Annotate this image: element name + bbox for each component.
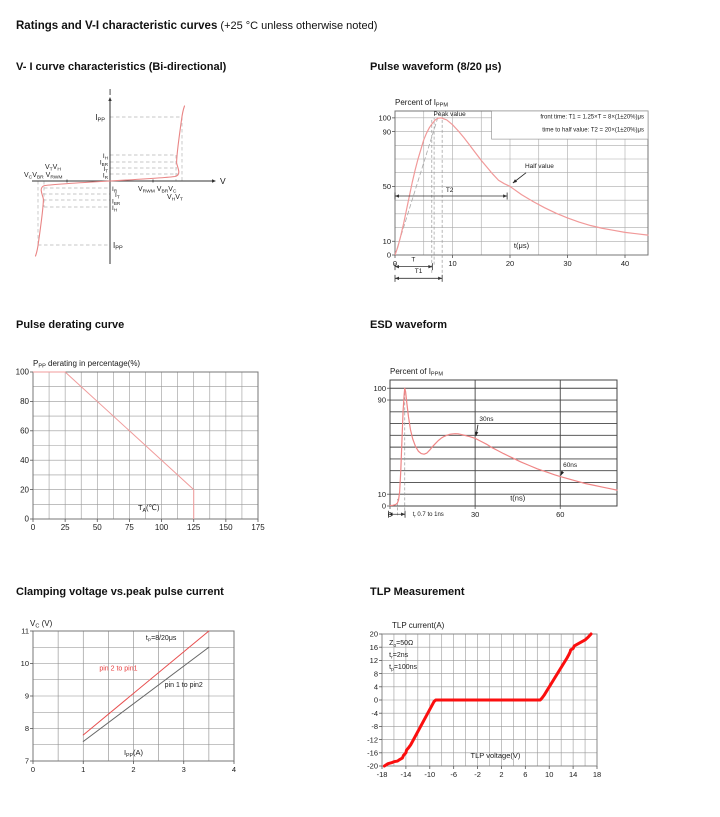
svg-text:2: 2	[131, 765, 136, 774]
svg-text:90: 90	[382, 127, 391, 137]
panel-title-pulse: Pulse waveform (8/20 μs)	[370, 61, 502, 73]
svg-text:8: 8	[373, 669, 378, 679]
svg-text:tp=100ns: $t_p=100ns$	[389, 663, 418, 673]
svg-text:40: 40	[620, 259, 630, 268]
svg-text:90: 90	[377, 395, 386, 405]
svg-text:IR: $I_R$	[102, 172, 108, 181]
svg-text:11: 11	[21, 626, 29, 636]
svg-text:30: 30	[563, 259, 572, 268]
svg-text:125: 125	[187, 523, 201, 532]
svg-text:4: 4	[373, 682, 378, 692]
svg-text:TA(℃): $T_A(℃)$	[137, 503, 160, 514]
svg-text:10: 10	[382, 236, 391, 246]
tlp-measurement-chart	[358, 618, 680, 793]
svg-text:VC (V): $V_C$ (V)	[30, 619, 53, 630]
svg-text:IH: $I_H$	[102, 153, 108, 161]
svg-text:Percent of IPPM: Percent of $I_{PPM}$	[390, 367, 444, 378]
svg-text:2: 2	[499, 770, 504, 779]
svg-text:0: 0	[387, 510, 393, 519]
svg-text:6: 6	[523, 770, 528, 779]
page-title	[16, 20, 377, 32]
svg-text:IPP(A): $I_{PP}(A)$	[123, 748, 144, 759]
svg-text:0: 0	[30, 523, 36, 532]
svg-text:100: 100	[154, 523, 169, 532]
page-title-note: (+25 °C unless otherwise noted)	[217, 20, 378, 32]
svg-text:10: 10	[448, 259, 457, 268]
svg-text:100: 100	[378, 113, 391, 123]
panel-title-tlp: TLP Measurement	[370, 586, 465, 598]
svg-text:20: 20	[369, 629, 378, 639]
panel-title-clamping: Clamping voltage vs.peak pulse current	[16, 586, 224, 598]
svg-text:175: 175	[251, 523, 265, 532]
svg-text:14: 14	[568, 770, 578, 779]
svg-text:IT: $I_T$	[115, 192, 120, 200]
svg-text:IPP: $I_{PP}$	[113, 241, 123, 252]
svg-text:-2: -2	[474, 770, 481, 779]
svg-text:t(ns): t(ns)	[510, 493, 526, 503]
svg-text:20: 20	[20, 485, 29, 495]
svg-text:16: 16	[369, 642, 378, 652]
svg-text:I: I	[108, 87, 112, 97]
svg-text:0: 0	[24, 514, 29, 524]
svg-text:t(μs): t(μs)	[513, 241, 530, 251]
svg-text:Z0=50Ω: $Z_0=50\Omega$	[389, 640, 414, 649]
svg-text:50: 50	[382, 182, 391, 192]
svg-text:0: 0	[386, 250, 391, 260]
svg-text:150: 150	[219, 523, 233, 532]
page-title-bold: Ratings and V-I characteristic curves	[16, 20, 218, 32]
esd-waveform-chart	[368, 363, 670, 541]
svg-text:0: 0	[392, 259, 398, 268]
pulse-waveform-chart	[368, 95, 670, 295]
svg-text:9: 9	[24, 691, 29, 701]
svg-text:T2: T2	[445, 187, 454, 195]
svg-text:30ns: 30ns	[479, 416, 494, 424]
svg-text:pin 2 to pin1: pin 2 to pin1	[99, 665, 138, 673]
svg-text:1: 1	[81, 765, 86, 774]
svg-text:100: 100	[373, 383, 386, 393]
svg-text:VHVT: $V_HV_T$	[167, 194, 183, 203]
svg-text:10: 10	[20, 659, 29, 669]
svg-text:-16: -16	[367, 748, 378, 758]
svg-text:V: V	[220, 176, 226, 186]
svg-text:front time: T1 = 1.25×T = 8×(1: front time: T1 = 1.25×T = 8×(1±20%)μs	[540, 114, 644, 121]
svg-text:100: 100	[15, 367, 29, 377]
svg-text:-6: -6	[450, 770, 458, 779]
svg-text:IPP: $I_{PP}$	[95, 113, 105, 124]
svg-text:Percent of IPPM: Percent of $I_{PPM}$	[395, 98, 449, 109]
svg-text:3: 3	[181, 765, 186, 774]
svg-text:-20: -20	[367, 761, 378, 771]
svg-text:Half value: Half value	[524, 162, 554, 170]
svg-text:VCVBR VRWM: $V_CV_{BR}$ $V_{RWM}$	[24, 172, 63, 181]
svg-text:30: 30	[470, 510, 480, 519]
svg-text:75: 75	[124, 523, 134, 532]
svg-text:IBR: $I_{BR}$	[99, 159, 108, 168]
svg-text:IT: $I_T$	[103, 166, 108, 174]
svg-text:IH: $I_H$	[112, 205, 118, 213]
pulse-derating-chart	[14, 356, 316, 538]
svg-text:-10: -10	[424, 770, 436, 779]
svg-text:tr=2ns: $t_r=2ns$	[389, 652, 409, 661]
panel-title-vi-curve: V- I curve characteristics (Bi-directional)	[16, 61, 227, 73]
svg-text:4: 4	[231, 765, 237, 774]
svg-text:60: 60	[20, 426, 29, 436]
svg-text:10: 10	[545, 770, 554, 779]
clamping-voltage-chart	[14, 618, 326, 783]
svg-text:-14: -14	[400, 770, 412, 779]
svg-text:VTVH: $V_TV_H$	[45, 164, 61, 173]
svg-text:0: 0	[30, 765, 36, 774]
svg-text:Peak value: Peak value	[433, 111, 466, 119]
svg-text:50: 50	[92, 523, 102, 532]
svg-text:60ns: 60ns	[563, 462, 578, 470]
svg-text:pin 1 to pin2: pin 1 to pin2	[164, 681, 203, 689]
svg-text:40: 40	[20, 455, 29, 465]
svg-text:-8: -8	[371, 722, 378, 732]
svg-text:12: 12	[369, 656, 378, 666]
svg-text:IBR: $I_{BR}$	[112, 198, 121, 207]
svg-text:25: 25	[60, 523, 70, 532]
vi-curve-diagram	[20, 86, 252, 278]
svg-text:8: 8	[24, 724, 29, 734]
svg-text:T1: T1	[414, 267, 423, 275]
panel-title-derating: Pulse derating curve	[16, 319, 125, 331]
svg-text:10: 10	[377, 489, 386, 499]
svg-text:VRWM VBRVC: $V_{RWM}$ $V_{BR}V_C$	[138, 186, 177, 195]
svg-text:18: 18	[592, 770, 602, 779]
svg-text:-18: -18	[376, 770, 388, 779]
svg-text:time to half value: T2 = 20×(1: time to half value: T2 = 20×(1±20%)μs	[542, 127, 644, 134]
svg-text:7: 7	[24, 756, 29, 766]
svg-text:0: 0	[381, 501, 386, 511]
svg-text:tr 0.7 to 1ns: $t_r$ 0.7 to 1ns	[412, 512, 444, 519]
svg-text:-12: -12	[367, 735, 378, 745]
svg-text:tP=8/20μs: $t_P=8/20\mu s$	[145, 635, 177, 644]
svg-text:80: 80	[20, 397, 29, 407]
svg-text:0: 0	[373, 695, 378, 705]
svg-text:TLP current(A): TLP current(A)	[392, 621, 445, 630]
svg-text:60: 60	[556, 510, 565, 519]
svg-text:T: T	[411, 256, 416, 264]
svg-text:20: 20	[505, 259, 515, 268]
svg-text:PPP derating in percentage(%): $P_{PP}$ derating in percentage(%)	[33, 359, 141, 370]
svg-text:TLP voltage(V): TLP voltage(V)	[470, 750, 521, 760]
svg-text:-4: -4	[371, 708, 378, 718]
panel-title-esd: ESD waveform	[370, 319, 448, 331]
svg-text:IR: $I_R$	[112, 186, 118, 194]
